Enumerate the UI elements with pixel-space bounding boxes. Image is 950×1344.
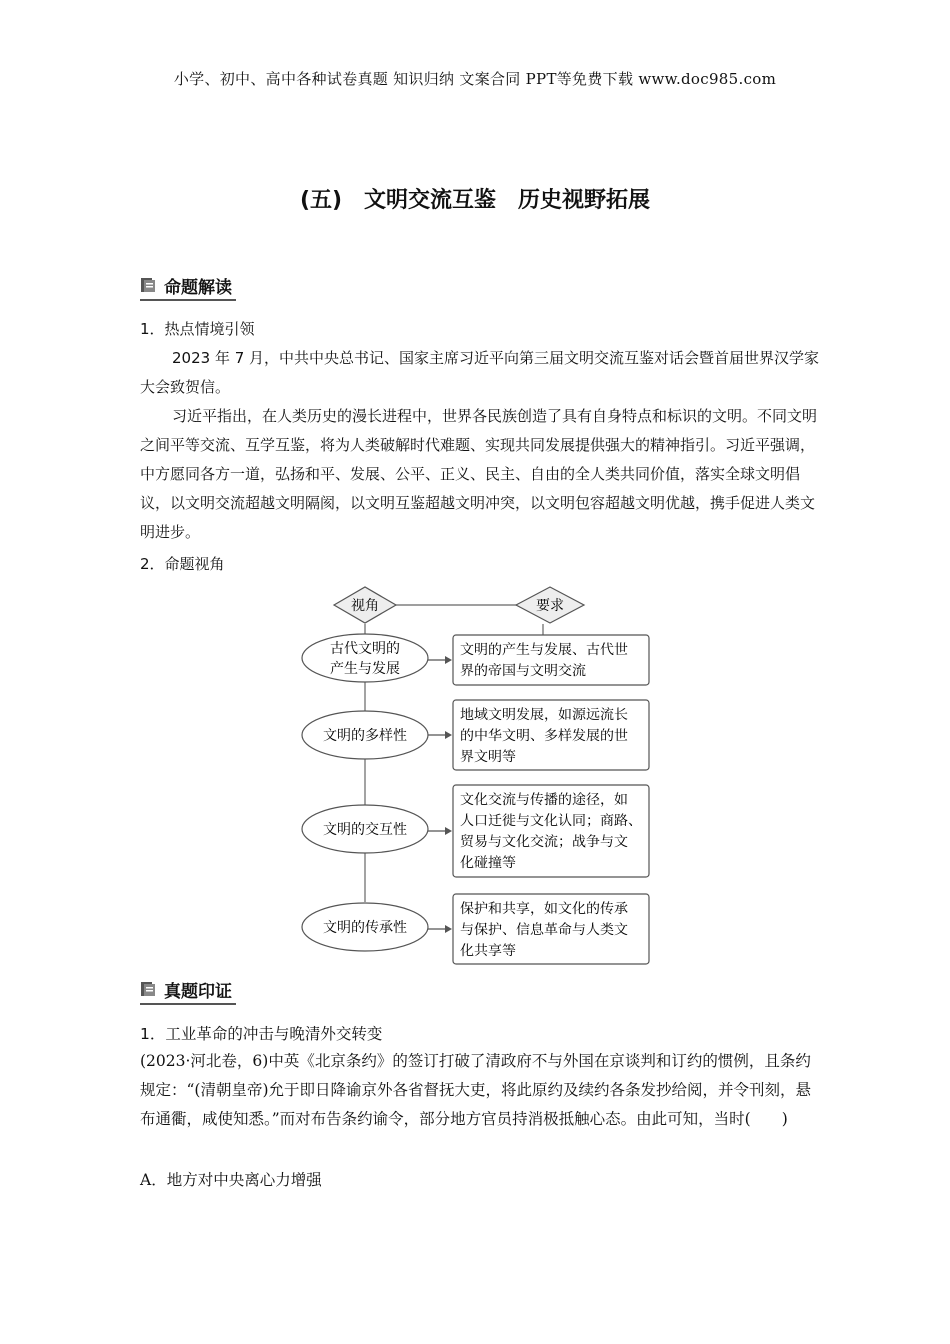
requirement-text: 文化交流与传播的途径，如: [460, 792, 622, 808]
section-underline: [140, 1003, 236, 1005]
arrow-head: [445, 731, 452, 739]
section-heading-label: 命题解读: [164, 277, 232, 298]
perspective-label: 文明的交互性: [323, 822, 407, 838]
perspective-label: 文明的传承性: [323, 920, 407, 936]
diagram-row: [302, 894, 649, 964]
question-stem: (2023·河北卷，6)中英《北京条约》的签订打破了清政府不与外国在京谈判和订约的惯例，且条约规定：“(清朝皇帝)允于即日降谕京外各省督抚大吏，将此原约及续约各条发抄给阅，并令刊刻，悬布通衢，咸使知悉。”而对布告条约谕令，部分地方官员持消极抵触心态。由此可知，当时( ): [140, 1052, 812, 1128]
option-a: A．地方对中央离心力增强: [140, 1171, 322, 1189]
diamond-requirement: [516, 587, 584, 623]
diagram-row: [302, 785, 649, 877]
paragraph-2-text: 习近平指出，在人类历史的漫长进程中，世界各民族创造了具有自身特点和标识的文明。不同文明之间平等交流、互学互鉴，将为人类破解时代难题、实现共同发展提供强大的精神指引。习近平强调，中方愿同各方一道，弘扬和平、发展、公平、正义、民主、自由的全人类共同价值，落实全球文明倡议，以文明交流超越文明隔阂，以文明互鉴超越文明冲突，以文明包容超越文明优越，携手促进人类文明进步。: [140, 407, 818, 541]
diamond-perspective: [334, 587, 396, 623]
requirement-text: 界的帝国与文明交流: [460, 663, 582, 679]
document-icon: [140, 277, 156, 293]
requirement-text: 界文明等: [460, 749, 516, 765]
arrow-head: [445, 925, 452, 933]
section-heading-interpretation: [140, 272, 232, 298]
requirement-text: 贸易与文化交流；战争与文: [460, 834, 622, 850]
perspective-label: 文明的多样性: [323, 728, 407, 744]
item-title-hot-context: 1．热点情境引领: [140, 320, 255, 338]
requirement-text: 人口迁徙与文化认同；商路、: [460, 813, 636, 829]
arrow-head: [445, 656, 452, 664]
diagram-row: [302, 700, 649, 770]
perspective-diagram: [290, 582, 670, 972]
requirement-text: 保护和共享，如文化的传承: [460, 901, 622, 917]
document-icon: [140, 981, 156, 997]
requirement-text: 化共享等: [460, 943, 514, 959]
paragraph-1: [140, 344, 820, 402]
requirement-text: 文明的产生与发展、古代世: [460, 642, 622, 658]
page-title: (五) 文明交流互鉴 历史视野拓展: [299, 188, 651, 213]
diagram-row: [302, 634, 649, 685]
section-heading-label: 真题印证: [164, 981, 232, 1002]
page-header: 小学、初中、高中各种试卷真题 知识归纳 文案合同 PPT等免费下载 www.doc985.com: [173, 70, 777, 88]
requirement-text: 的中华文明、多样发展的世: [460, 728, 622, 744]
requirement-text: 地域文明发展，如源远流长: [460, 707, 622, 723]
requirement-text: 化碰撞等: [460, 855, 514, 871]
paragraph-1-text: 2023 年 7 月，中共中央总书记、国家主席习近平向第三届文明交流互鉴对话会暨首届世界汉学家大会致贺信。: [140, 349, 820, 396]
question-topic-title: 1．工业革命的冲击与晚清外交转变: [140, 1025, 383, 1043]
diamond-requirement-label: 要求: [536, 598, 564, 614]
perspective-label: 古代文明的: [330, 641, 400, 657]
section-heading-real-exam: [140, 976, 232, 1002]
perspective-label: 产生与发展: [330, 661, 400, 677]
arrow-head: [445, 827, 452, 835]
diamond-perspective-label: 视角: [351, 598, 379, 614]
section-underline: [140, 299, 236, 301]
item-title-perspective: 2．命题视角: [140, 555, 225, 573]
requirement-text: 与保护、信息革命与人类文: [460, 922, 622, 938]
paragraph-2: [140, 402, 820, 547]
